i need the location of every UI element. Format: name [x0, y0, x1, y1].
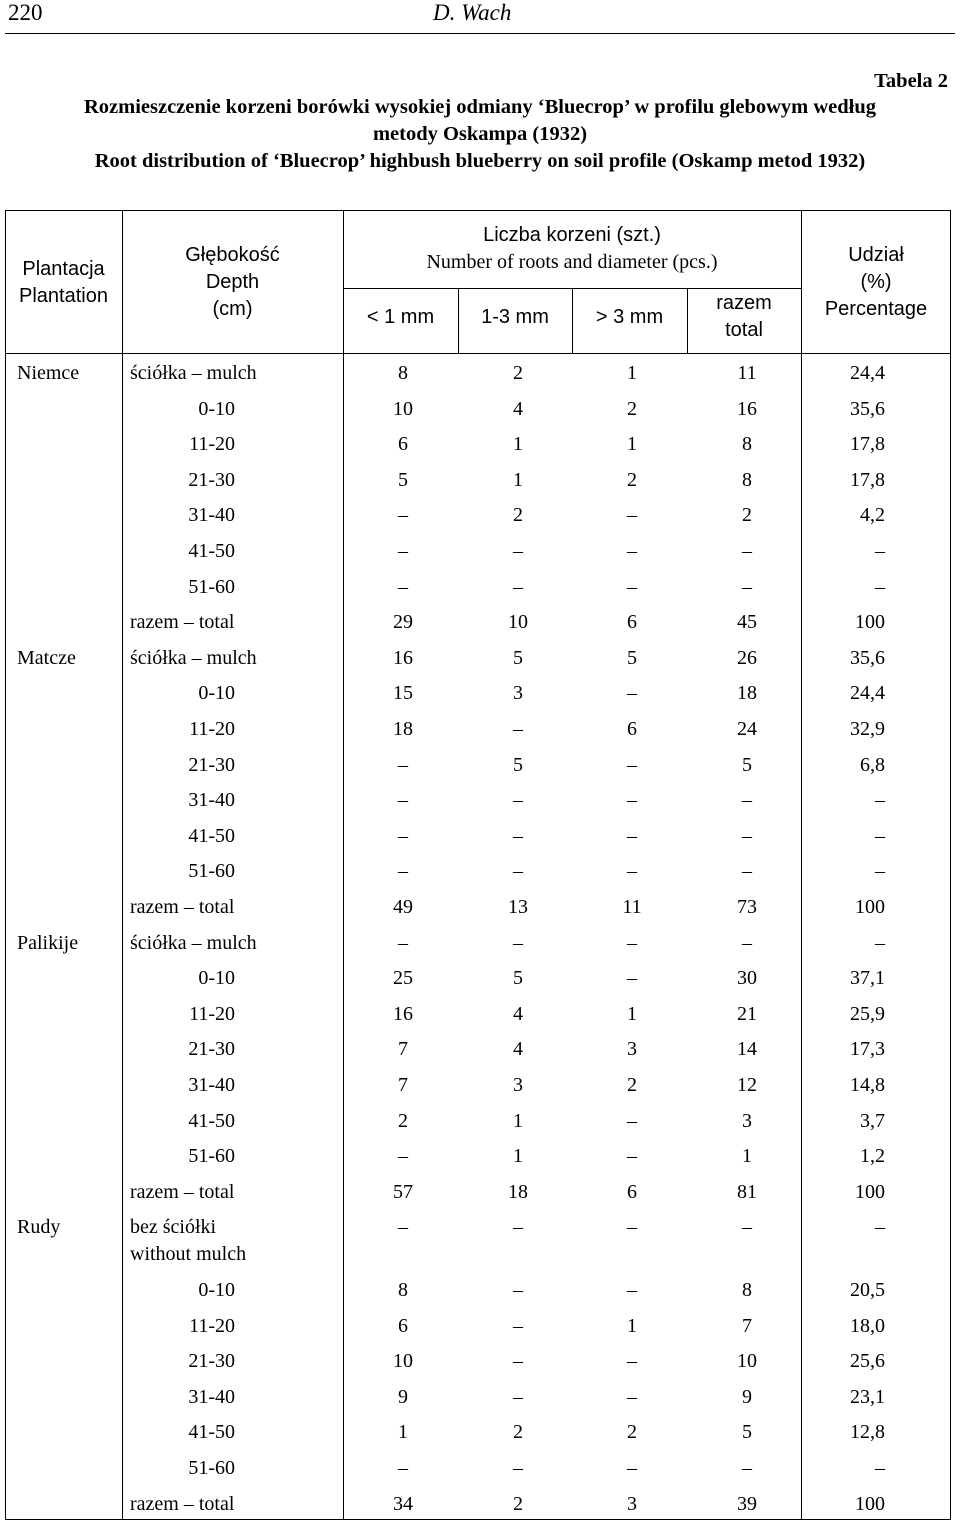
cell-total: 8	[742, 433, 752, 456]
cell-total: 2	[742, 504, 752, 527]
depth-label: 0-10	[198, 1279, 235, 1301]
table-bottom-rule	[5, 1519, 951, 1520]
depth-label: 0-10	[198, 967, 235, 990]
depth-label: bez ściółki	[130, 1216, 217, 1239]
cell-percentage: 24,4	[850, 682, 885, 705]
depth-label: 11-20	[189, 718, 235, 740]
depth-label: 41-50	[188, 1421, 235, 1444]
cell-1to3: 1	[513, 1145, 523, 1168]
cell-gt3: 11	[622, 896, 642, 918]
header-depth	[122, 242, 343, 323]
depth-label: ściółka – mulch	[130, 646, 257, 669]
cell-lt1: 57	[393, 1180, 413, 1203]
cell-total: 12	[737, 1074, 757, 1096]
cell-lt1: 2	[398, 1109, 408, 1132]
depth-label: 0-10	[198, 682, 235, 705]
cell-total: 7	[742, 1314, 752, 1337]
cell-1to3: –	[513, 931, 523, 954]
cell-percentage: 12,8	[850, 1421, 885, 1444]
cell-percentage: 17,8	[850, 468, 885, 491]
page-number: 220	[8, 0, 43, 25]
cell-gt3: 3	[627, 1038, 637, 1061]
cell-lt1: 8	[398, 1279, 408, 1301]
plantation-name: Matcze	[17, 646, 76, 669]
cell-gt3: 6	[627, 611, 637, 634]
header-plantation	[5, 256, 122, 310]
cell-1to3: –	[513, 1314, 523, 1337]
cell-lt1: –	[398, 931, 408, 954]
cell-percentage: –	[875, 860, 885, 883]
depth-label-en: without mulch	[130, 1243, 247, 1266]
header-share-unit: (%)	[860, 271, 892, 293]
cell-percentage: –	[875, 931, 885, 954]
caption-line-2: metody Oskampa (1932)	[372, 123, 588, 145]
table-left-rule	[5, 210, 6, 1520]
cell-lt1: 34	[393, 1492, 413, 1515]
cell-lt1: –	[398, 860, 408, 883]
cell-gt3: –	[627, 1457, 637, 1479]
cell-percentage: –	[875, 540, 885, 562]
cell-1to3: 18	[508, 1180, 528, 1203]
header-share-pl: Udział	[848, 244, 904, 266]
cell-1to3: –	[513, 1279, 523, 1301]
cell-1to3: 4	[513, 1002, 523, 1025]
cell-lt1: 6	[398, 1314, 408, 1337]
cell-gt3: –	[627, 1350, 637, 1373]
cell-gt3: 2	[627, 1421, 637, 1444]
cell-1to3: 10	[508, 611, 528, 634]
cell-gt3: –	[627, 682, 637, 705]
depth-label: 51-60	[188, 1145, 235, 1168]
cell-lt1: –	[398, 575, 408, 598]
cell-percentage: 23,1	[850, 1385, 885, 1408]
cell-lt1: 18	[393, 718, 413, 740]
cell-percentage: 35,6	[850, 646, 885, 669]
depth-label: 11-20	[189, 433, 235, 456]
cell-total: –	[742, 1457, 752, 1479]
cell-lt1: 29	[393, 611, 413, 634]
cell-gt3: –	[627, 1279, 637, 1301]
cell-percentage: 37,1	[850, 967, 885, 990]
cell-lt1: 7	[398, 1074, 408, 1096]
cell-gt3: 5	[627, 646, 637, 669]
cell-percentage: 3,7	[860, 1109, 885, 1132]
depth-label: ściółka – mulch	[130, 362, 257, 384]
cell-gt3: –	[627, 789, 637, 812]
depth-label: 41-50	[188, 824, 235, 847]
cell-percentage: 32,9	[850, 718, 885, 740]
cell-lt1: 16	[393, 1002, 413, 1025]
cell-percentage: 4,2	[860, 504, 885, 527]
depth-label: 51-60	[188, 860, 235, 883]
cell-gt3: 3	[627, 1492, 637, 1515]
percent-column-rule	[801, 210, 802, 1520]
cell-gt3: 2	[627, 468, 637, 491]
cell-1to3: 3	[513, 682, 523, 705]
cell-lt1: –	[398, 789, 408, 812]
header-rule	[5, 33, 955, 34]
cell-gt3: 2	[627, 397, 637, 420]
header-total-pl: razem	[716, 292, 772, 314]
cell-total: –	[742, 931, 752, 954]
cell-1to3: –	[513, 1216, 523, 1239]
header-roots-pl: Liczba korzeni (szt.)	[483, 224, 661, 246]
cell-lt1: 25	[393, 967, 413, 990]
cell-1to3: –	[513, 1350, 523, 1373]
cell-percentage: –	[875, 824, 885, 847]
header-total-en: total	[725, 319, 763, 341]
cell-percentage: 100	[855, 896, 885, 918]
cell-lt1: 49	[393, 896, 413, 918]
cell-1to3: –	[513, 789, 523, 812]
root-distribution-table	[5, 210, 951, 1520]
cell-total: 5	[742, 753, 752, 776]
cell-1to3: 2	[513, 504, 523, 527]
cell-percentage: 20,5	[850, 1279, 885, 1301]
cell-total: 21	[737, 1002, 757, 1025]
cell-1to3: 3	[513, 1074, 523, 1096]
header-roots	[343, 222, 801, 276]
cell-lt1: –	[398, 1457, 408, 1479]
cell-1to3: –	[513, 540, 523, 562]
header-1to3: 1-3 mm	[481, 306, 549, 328]
depth-label: 31-40	[188, 1385, 235, 1408]
header-depth-unit: (cm)	[212, 298, 253, 320]
header-percentage	[801, 242, 951, 323]
header-total	[687, 290, 801, 344]
depth-label: 31-40	[188, 504, 235, 527]
plantation-column-rule	[122, 210, 123, 1520]
cell-percentage: –	[875, 789, 885, 812]
depth-label: razem – total	[130, 1492, 235, 1515]
header-depth-en: Depth	[205, 271, 260, 293]
cell-total: 73	[737, 896, 757, 918]
cell-lt1: 15	[393, 682, 413, 705]
cell-percentage: 14,8	[850, 1074, 885, 1096]
header-plantation-en: Plantation	[19, 285, 108, 307]
plantation-name: Rudy	[17, 1216, 61, 1239]
cell-1to3: 4	[513, 1038, 523, 1061]
cell-percentage: 24,4	[850, 362, 885, 384]
cell-gt3: –	[627, 504, 637, 527]
cell-total: 81	[737, 1180, 757, 1203]
cell-lt1: –	[398, 824, 408, 847]
cell-percentage: 17,8	[850, 433, 885, 456]
cell-gt3: –	[627, 824, 637, 847]
cell-percentage: –	[875, 575, 885, 598]
depth-label: 41-50	[188, 1109, 235, 1132]
cell-total: –	[742, 789, 752, 812]
table-top-rule	[5, 210, 951, 211]
cell-gt3: 1	[627, 1314, 637, 1337]
cell-gt3: –	[627, 967, 637, 990]
cell-1to3: 5	[513, 646, 523, 669]
cell-total: –	[742, 824, 752, 847]
depth-label: 31-40	[188, 789, 235, 812]
table-right-rule	[950, 210, 951, 1520]
cell-gt3: –	[627, 575, 637, 598]
cell-percentage: –	[875, 1216, 885, 1239]
cell-lt1: –	[398, 753, 408, 776]
cell-total: 5	[742, 1421, 752, 1444]
depth-label: 21-30	[188, 468, 235, 491]
cell-total: 26	[737, 646, 757, 669]
header-lt1: < 1 mm	[366, 306, 435, 328]
depth-label: 51-60	[188, 575, 235, 598]
cell-gt3: –	[627, 1216, 637, 1239]
cell-gt3: 6	[627, 1180, 637, 1203]
cell-gt3: –	[627, 860, 637, 883]
cell-total: 10	[737, 1350, 757, 1373]
cell-total: –	[742, 540, 752, 562]
cell-percentage: 17,3	[850, 1038, 885, 1061]
depth-label: 31-40	[188, 1074, 235, 1096]
caption-line-1: Rozmieszczenie korzeni borówki wysokiej odmiany ‘Bluecrop’ w profilu glebowym według	[83, 96, 877, 118]
cell-total: 45	[737, 611, 757, 634]
depth-label: 21-30	[188, 1350, 235, 1373]
depth-label: ściółka – mulch	[130, 931, 257, 954]
cell-gt3: –	[627, 540, 637, 562]
cell-percentage: 100	[855, 1180, 885, 1203]
cell-1to3: –	[513, 575, 523, 598]
cell-percentage: –	[875, 1457, 885, 1479]
cell-gt3: 1	[627, 433, 637, 456]
cell-gt3: –	[627, 931, 637, 954]
cell-percentage: 35,6	[850, 397, 885, 420]
cell-total: 8	[742, 1279, 752, 1301]
cell-percentage: 100	[855, 611, 885, 634]
cell-1to3: 4	[513, 397, 523, 420]
cell-total: 30	[737, 967, 757, 990]
depth-label: razem – total	[130, 896, 235, 918]
depth-label: 11-20	[189, 1002, 235, 1025]
cell-total: 11	[737, 362, 757, 384]
cell-gt3: 1	[627, 362, 637, 384]
author-name: D. Wach	[433, 0, 512, 25]
cell-lt1: –	[398, 1216, 408, 1239]
depth-column-rule	[343, 210, 344, 1520]
cell-lt1: –	[398, 504, 408, 527]
cell-1to3: 13	[508, 896, 528, 918]
cell-gt3: –	[627, 753, 637, 776]
header-share-en: Percentage	[824, 298, 928, 320]
depth-label: razem – total	[130, 1180, 235, 1203]
cell-gt3: 6	[627, 718, 637, 740]
depth-label: 21-30	[188, 1038, 235, 1061]
cell-1to3: 2	[513, 1421, 523, 1444]
cell-gt3: –	[627, 1109, 637, 1132]
cell-lt1: 9	[398, 1385, 408, 1408]
caption-line-3: Root distribution of ‘Bluecrop’ highbush blueberry on soil profile (Oskamp metod 1932)	[94, 150, 866, 172]
cell-percentage: 25,9	[850, 1002, 885, 1025]
cell-1to3: –	[513, 718, 523, 740]
cell-gt3: 2	[627, 1074, 637, 1096]
cell-lt1: 16	[393, 646, 413, 669]
depth-label: 51-60	[188, 1457, 235, 1479]
depth-label: 41-50	[188, 540, 235, 562]
cell-total: 14	[737, 1038, 757, 1061]
cell-percentage: 1,2	[860, 1145, 885, 1168]
cell-percentage: 25,6	[850, 1350, 885, 1373]
cell-gt3: –	[627, 1145, 637, 1168]
cell-percentage: 100	[855, 1492, 885, 1515]
cell-1to3: –	[513, 1385, 523, 1408]
header-bottom-rule	[5, 353, 951, 354]
cell-total: 3	[742, 1109, 752, 1132]
header-depth-pl: Głębokość	[185, 244, 280, 266]
cell-percentage: 6,8	[860, 753, 885, 776]
cell-lt1: 6	[398, 433, 408, 456]
cell-1to3: 1	[513, 433, 523, 456]
cell-1to3: 5	[513, 967, 523, 990]
cell-lt1: 10	[393, 1350, 413, 1373]
cell-1to3: 1	[513, 1109, 523, 1132]
depth-label: razem – total	[130, 611, 235, 634]
cell-percentage: 18,0	[850, 1314, 885, 1337]
cell-total: –	[742, 860, 752, 883]
plantation-name: Palikije	[17, 931, 79, 954]
cell-lt1: 7	[398, 1038, 408, 1061]
cell-gt3: 1	[627, 1002, 637, 1025]
cell-1to3: –	[513, 860, 523, 883]
cell-lt1: 1	[398, 1421, 408, 1444]
cell-1to3: 2	[513, 1492, 523, 1515]
cell-lt1: 10	[393, 397, 413, 420]
header-gt3: > 3 mm	[595, 306, 664, 328]
cell-total: 39	[737, 1492, 757, 1515]
cell-gt3: –	[627, 1385, 637, 1408]
table-label: Tabela 2	[874, 70, 948, 92]
cell-total: 18	[737, 682, 757, 705]
cell-lt1: –	[398, 1145, 408, 1168]
cell-1to3: 2	[513, 362, 523, 384]
plantation-name: Niemce	[17, 362, 80, 384]
cell-total: 8	[742, 468, 752, 491]
depth-label: 21-30	[188, 753, 235, 776]
cell-total: 1	[742, 1145, 752, 1168]
cell-1to3: –	[513, 824, 523, 847]
cell-total: 9	[742, 1385, 752, 1408]
cell-lt1: 5	[398, 468, 408, 491]
depth-label: 0-10	[198, 397, 235, 420]
header-roots-en: Number of roots and diameter (pcs.)	[426, 251, 718, 273]
cell-total: 16	[737, 397, 757, 420]
cell-1to3: –	[513, 1457, 523, 1479]
cell-1to3: 5	[513, 753, 523, 776]
cell-lt1: –	[398, 540, 408, 562]
header-plantation-pl: Plantacja	[22, 258, 105, 280]
cell-total: 24	[737, 718, 757, 740]
cell-lt1: 8	[398, 362, 408, 384]
cell-1to3: 1	[513, 468, 523, 491]
depth-label: 11-20	[189, 1314, 235, 1337]
cell-total: –	[742, 575, 752, 598]
running-head	[0, 0, 960, 32]
cell-total: –	[742, 1216, 752, 1239]
